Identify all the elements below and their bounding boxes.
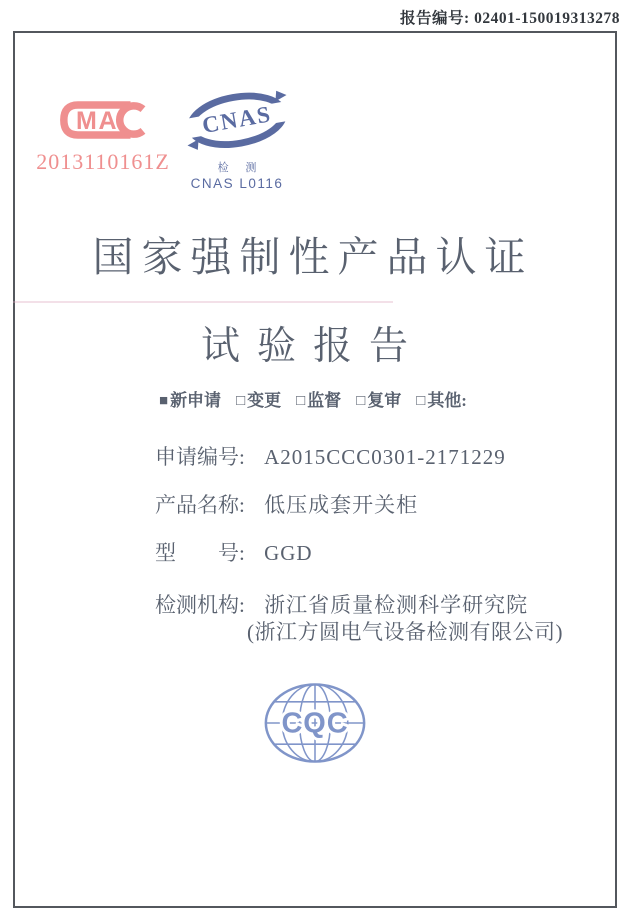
checkbox-checked-icon: ■ [159, 393, 169, 409]
checkbox-unchecked-icon: □ [356, 393, 366, 409]
checkbox-item [236, 386, 281, 411]
cma-letters: MA [76, 107, 119, 136]
checkbox-item [356, 386, 401, 411]
document-title-line1: 国家强制性产品认证 [92, 234, 534, 280]
application-type-row [13, 386, 613, 411]
field-product-name [155, 489, 418, 519]
field-testing-organization-line2: (浙江方圆电气设备检测有限公司) [247, 620, 563, 644]
field-label: 申请编号: [155, 445, 245, 469]
checkbox-unchecked-icon: □ [236, 393, 246, 409]
report-number-value: 02401-150019313278 [474, 10, 620, 27]
field-model [155, 537, 313, 567]
checkbox-label: 监督 [307, 391, 342, 410]
field-value: 浙江省质量检测科学研究院 [264, 593, 529, 617]
checkbox-item [296, 386, 341, 411]
cnas-accreditation-code: CNAS L0116 [190, 176, 284, 191]
cma-mark [36, 94, 170, 175]
field-testing-organization [155, 589, 528, 619]
checkbox-label: 新申请 [170, 391, 222, 410]
field-label: 型 号: [155, 541, 245, 565]
cma-logo-icon [53, 94, 153, 146]
cnas-caption: 检 测 [217, 162, 264, 174]
cqc-letters: CQC [281, 707, 349, 740]
scan-artifact-line [13, 301, 393, 303]
cnas-logo-icon [181, 86, 293, 158]
cnas-letters: CNAS [200, 101, 274, 140]
cqc-logo-icon [262, 678, 368, 768]
checkbox-label: 变更 [247, 391, 282, 410]
checkbox-label: 其他: [427, 391, 467, 410]
checkbox-unchecked-icon: □ [416, 393, 426, 409]
cqc-mark [262, 678, 368, 773]
cma-certificate-number: 2013110161Z [36, 149, 170, 174]
field-application-number [155, 441, 506, 471]
document-title-line2: 试验报告 [200, 325, 425, 368]
cnas-mark [178, 86, 296, 191]
report-number-label: 报告编号: [400, 10, 470, 27]
field-label: 检测机构: [155, 593, 245, 617]
checkbox-label: 复审 [367, 391, 402, 410]
field-value: 低压成套开关柜 [264, 493, 419, 517]
report-number [400, 6, 620, 28]
checkbox-item [416, 386, 467, 411]
field-value: A2015CCC0301-2171229 [264, 445, 506, 469]
checkbox-unchecked-icon: □ [296, 393, 306, 409]
field-value: GGD [264, 541, 313, 565]
field-label: 产品名称: [155, 493, 245, 517]
checkbox-item [159, 386, 221, 411]
